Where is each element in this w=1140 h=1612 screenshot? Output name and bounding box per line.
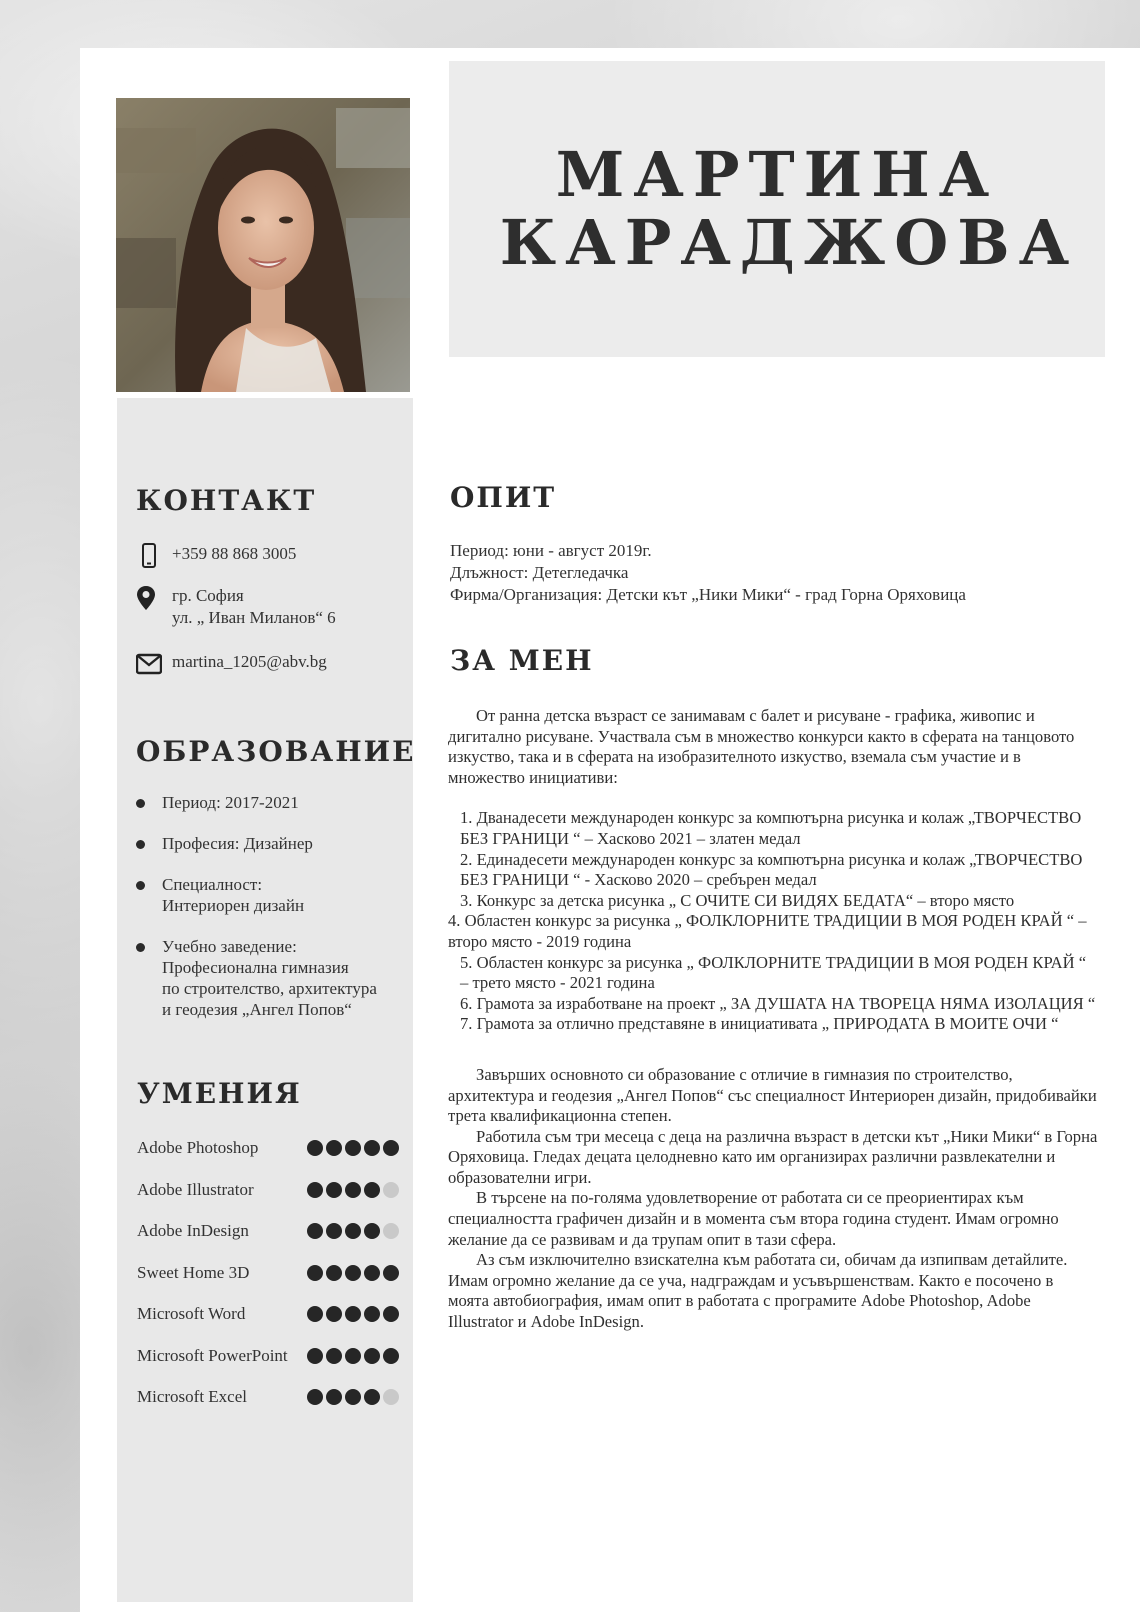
experience-position: Длъжност: Детегледачка	[450, 563, 629, 582]
skill-dot-icon	[345, 1265, 361, 1281]
skill-dot-icon	[364, 1306, 380, 1322]
about-heading: ЗА МЕН	[450, 644, 594, 677]
education-item-profession	[136, 833, 406, 854]
skill-dot-icon	[364, 1182, 380, 1198]
skill-rating	[307, 1265, 399, 1281]
skill-name: Microsoft Word	[137, 1304, 246, 1323]
award-item: 5. Областен конкурс за рисунка „ ФОЛКЛОРНИТЕ ТРАДИЦИИ В МОЯ РОДЕН КРАЙ “ – трето място - 2021 година	[460, 952, 1087, 993]
skill-name: Microsoft Excel	[137, 1387, 247, 1406]
skill-rating	[307, 1306, 399, 1322]
skill-dot-icon	[345, 1140, 361, 1156]
contact-phone[interactable]: +359 88 868 3005	[172, 544, 297, 563]
skill-row	[137, 1136, 399, 1178]
about-intro: От ранна детска възраст се занимавам с балет и рисуване - графика, живопис и дигитално рисуване. Участвала съм в множество конкурси както в сферата на танцовото изкуство, така и в сферата на изобразителното изкуство, вземала съм участие и в множество инициативи:	[448, 706, 1075, 787]
skill-row	[137, 1302, 399, 1344]
about-section	[448, 706, 1098, 1333]
skill-dot-icon	[307, 1265, 323, 1281]
skill-dot-icon	[307, 1389, 323, 1405]
award-item: 2. Единадесети международен конкурс за компютърна рисунка и колаж „ТВОРЧЕСТВО БЕЗ ГРАНИЦИ “ - Хасково 2020 – сребърен медал	[460, 849, 1083, 890]
skill-rating	[307, 1223, 399, 1239]
skill-dot-icon	[383, 1182, 399, 1198]
about-paragraph-education: Завърших основното си образование с отличие в гимназия по строителство, архитектура и геодезия „Ангел Попов“ със специалност Интериорен дизайн, придобивайки трета квалификационна степен.	[448, 1064, 1097, 1126]
experience-heading: ОПИТ	[450, 481, 557, 514]
skill-name: Adobe Illustrator	[137, 1179, 254, 1199]
skill-dot-icon	[364, 1389, 380, 1405]
skill-dot-icon	[383, 1389, 399, 1405]
skill-dot-icon	[307, 1140, 323, 1156]
bullet-dot-icon	[136, 799, 145, 808]
experience-section	[450, 540, 1090, 606]
education-school-line3: и геодезия „Ангел Попов“	[162, 1000, 352, 1019]
skill-dot-icon	[326, 1223, 342, 1239]
skill-row	[137, 1261, 399, 1303]
award-item: 4. Областен конкурс за рисунка „ ФОЛКЛОРНИТЕ ТРАДИЦИИ В МОЯ РОДЕН КРАЙ “ – второ място - 2019 година	[448, 911, 1087, 951]
skill-rating	[307, 1140, 399, 1156]
skill-row	[137, 1178, 399, 1220]
phone-icon	[136, 543, 162, 569]
skill-name: Sweet Home 3D	[137, 1262, 250, 1282]
skill-dot-icon	[383, 1348, 399, 1364]
experience-company: Фирма/Организация: Детски кът „Ники Мики“ - град Горна Оряховица	[450, 585, 966, 604]
skills-heading: УМЕНИЯ	[137, 1077, 302, 1110]
education-school-line1: Професионална гимназия	[162, 958, 349, 977]
about-paragraph-personal: Аз съм изключително взискателна към работата си, обичам да изпипвам детайлите. Имам огромно желание да се уча, надграждам и усъвършенствам. Както е посочено в моята автобиография, имам опит в работата с програмите Adobe Photoshop, Adobe Illustrator и Adobe InDesign.	[448, 1250, 1068, 1332]
contact-email[interactable]: martina_1205@abv.bg	[172, 652, 327, 671]
skill-dot-icon	[326, 1182, 342, 1198]
skill-dot-icon	[307, 1182, 323, 1198]
contact-address	[172, 585, 336, 629]
skill-dot-icon	[307, 1306, 323, 1322]
skill-dot-icon	[383, 1140, 399, 1156]
skill-dot-icon	[364, 1265, 380, 1281]
education-school-label: Учебно заведение:	[162, 937, 297, 956]
contact-heading: КОНТАКТ	[136, 484, 317, 517]
skill-dot-icon	[326, 1348, 342, 1364]
first-name: МАРТИНА	[555, 138, 999, 211]
skill-name: Adobe Photoshop	[137, 1138, 259, 1157]
skill-dot-icon	[326, 1306, 342, 1322]
skill-dot-icon	[364, 1223, 380, 1239]
education-school-line2: по строителство, архитектура	[162, 979, 377, 998]
skill-dot-icon	[326, 1389, 342, 1405]
location-pin-icon	[136, 585, 162, 611]
skill-dot-icon	[364, 1348, 380, 1364]
skill-dot-icon	[345, 1389, 361, 1405]
skill-dot-icon	[345, 1306, 361, 1322]
award-item: 7. Грамота за отлично представяне в инициативата „ ПРИРОДАТА В МОИТЕ ОЧИ “	[460, 1014, 1059, 1034]
skill-dot-icon	[307, 1223, 323, 1239]
skill-name: Microsoft PowerPoint	[137, 1345, 288, 1365]
skill-dot-icon	[383, 1265, 399, 1281]
contact-phone-row	[136, 543, 296, 569]
skill-dot-icon	[345, 1348, 361, 1364]
experience-period: Период: юни - август 2019г.	[450, 541, 652, 560]
bullet-dot-icon	[136, 881, 145, 890]
contact-email-row	[136, 651, 327, 677]
skill-dot-icon	[345, 1223, 361, 1239]
name-banner	[449, 61, 1105, 357]
skill-row	[137, 1385, 399, 1427]
contact-street: ул. „ Иван Миланов“ 6	[172, 608, 336, 627]
profile-photo	[116, 98, 410, 392]
education-list	[136, 792, 406, 1040]
about-paragraph-work: Работила съм три месеца с деца на различна възраст в детски кът „Ники Мики“ в Горна Оряховица. Гледах децата целодневно като им организирах различни развлекателни и образователни игри.	[448, 1126, 1098, 1187]
skill-row	[137, 1219, 399, 1261]
award-item: 6. Грамота за изработване на проект „ ЗА ДУШАТА НА ТВОРЕЦА НЯМА ИЗОЛАЦИЯ “	[460, 993, 1096, 1013]
education-period: Период: 2017-2021	[162, 793, 299, 812]
award-item: 1. Дванадесети международен конкурс за компютърна рисунка и колаж „ТВОРЧЕСТВО БЕЗ ГРАНИЦИ “ – Хасково 2021 – златен медал	[460, 808, 1082, 848]
skill-rating	[307, 1348, 399, 1364]
education-profession: Професия: Дизайнер	[162, 834, 313, 853]
envelope-icon	[136, 651, 162, 677]
education-item-period	[136, 792, 406, 813]
skill-name: Adobe InDesign	[137, 1221, 249, 1240]
education-item-school	[136, 936, 406, 1020]
about-paragraph-goals: В търсене на по-голяма удовлетворение от работата си се преориентирах към специалността графичен дизайн и в момента съм втора година студент. Имам огромно желание да се развивам и да трупам опит в тази сфера.	[448, 1188, 1059, 1249]
skill-dot-icon	[383, 1306, 399, 1322]
education-heading: ОБРАЗОВАНИЕ	[136, 735, 416, 768]
education-specialty-value: Интериорен дизайн	[162, 896, 305, 915]
skill-dot-icon	[345, 1182, 361, 1198]
award-item: 3. Конкурс за детска рисунка „ С ОЧИТЕ СИ ВИДЯХ БЕДАТА“ – второ място	[460, 890, 1015, 910]
skill-dot-icon	[326, 1265, 342, 1281]
skill-dot-icon	[383, 1223, 399, 1239]
skill-dot-icon	[326, 1140, 342, 1156]
education-item-specialty	[136, 874, 406, 916]
contact-address-row	[136, 585, 336, 629]
profile-photo-image	[116, 98, 410, 392]
skill-dot-icon	[364, 1140, 380, 1156]
bullet-dot-icon	[136, 943, 145, 952]
skill-row	[137, 1344, 399, 1386]
bullet-dot-icon	[136, 840, 145, 849]
skill-dot-icon	[307, 1348, 323, 1364]
skill-rating	[307, 1389, 399, 1405]
education-specialty-label: Специалност:	[162, 875, 263, 894]
skills-list	[137, 1136, 399, 1427]
contact-city: гр. София	[172, 586, 244, 605]
skill-rating	[307, 1182, 399, 1198]
last-name: КАРАДЖОВА	[499, 206, 1079, 279]
